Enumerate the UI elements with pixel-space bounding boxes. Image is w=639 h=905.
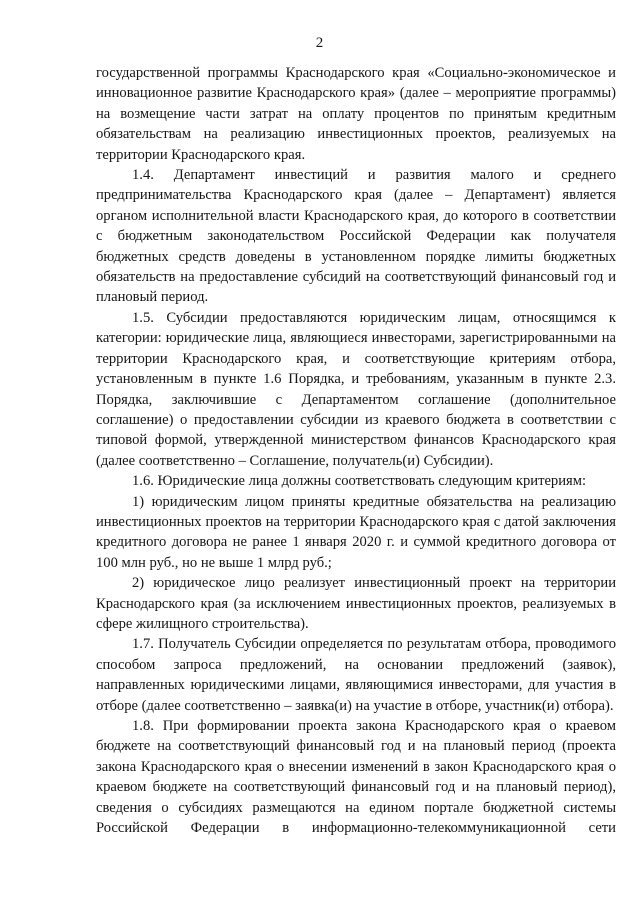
paragraph-1-6-item-1: 1) юридическим лицом приняты кредитные обязательства на реализацию инвестиционных проектов на территории Краснодарского края с датой заключения кредитного договора не ранее 1 января 2020 г. и суммой кредитного договора от 100 млн руб., но не выше 1 млрд руб.; — [96, 493, 616, 571]
paragraph-1-6: 1.6. Юридические лица должны соответствовать следующим критериям: — [132, 473, 587, 490]
paragraph-1-5: 1.5. Субсидии предоставляются юридическим лицам, относящимся к категории: юридические лица, являющиеся инвесторами, зарегистрированными на территории Краснодарского края, и соответствующие критериям отбора, установленным в пункте 1.6 Порядка, и требованиям, указанным в пункте 2.3. Порядка, заключившие с Департаментом соглашение (дополнительное соглашение) о предоставлении субсидии из краевого бюджета в соответствии с типовой формой, утвержденной министерством финансов Краснодарского края (далее соответственно – Соглашение, получатель(и) Субсидии). — [96, 309, 616, 469]
paragraph-1-6-item-2: 2) юридическое лицо реализует инвестиционный проект на территории Краснодарского края (за исключением инвестиционных проектов, реализуемых в сфере жилищного строительства). — [96, 575, 616, 632]
page-number: 2 — [315, 35, 324, 51]
paragraph-1-4: 1.4. Департамент инвестиций и развития малого и среднего предпринимательства Краснодарского края (далее – Департамент) является органом исполнительной власти Краснодарского края, до которого в соответствии с бюджетным законодательством Российской Федерации как получателя бюджетных средств доведены в установленном порядке лимиты бюджетных обязательств на предоставление субсидий на соответствующий финансовый год и плановый период. — [96, 167, 616, 306]
document-body — [96, 63, 616, 838]
paragraph-1-8: 1.8. При формировании проекта закона Краснодарского края о краевом бюджете на соответствующий финансовый год и на плановый период (проекта закона Краснодарского края о внесении изменений в закон Краснодарского края о краевом бюджете на соответствующий финансовый год и на плановый период), сведения о субсидиях размещаются на едином портале бюджетной системы Российской Федерации в информационно-телекоммуникационной сети — [96, 718, 616, 837]
paragraph-1-7: 1.7. Получатель Субсидии определяется по результатам отбора, проводимого способом запроса предложений, на основании предложений (заявок), направленных юридическими лицами, являющимися инвесторами, для участия в отборе (далее соответственно – заявка(и) на участие в отборе, участник(и) отбора). — [96, 636, 616, 714]
paragraph-intro-continuation: государственной программы Краснодарского края «Социально-экономическое и инновационное развитие Краснодарского края» (далее – мероприятие программы) на возмещение части затрат на оплату процентов по принятым кредитным обязательствам на реализацию инвестиционных проектов, реализуемых на территории Краснодарского края. — [96, 65, 616, 163]
